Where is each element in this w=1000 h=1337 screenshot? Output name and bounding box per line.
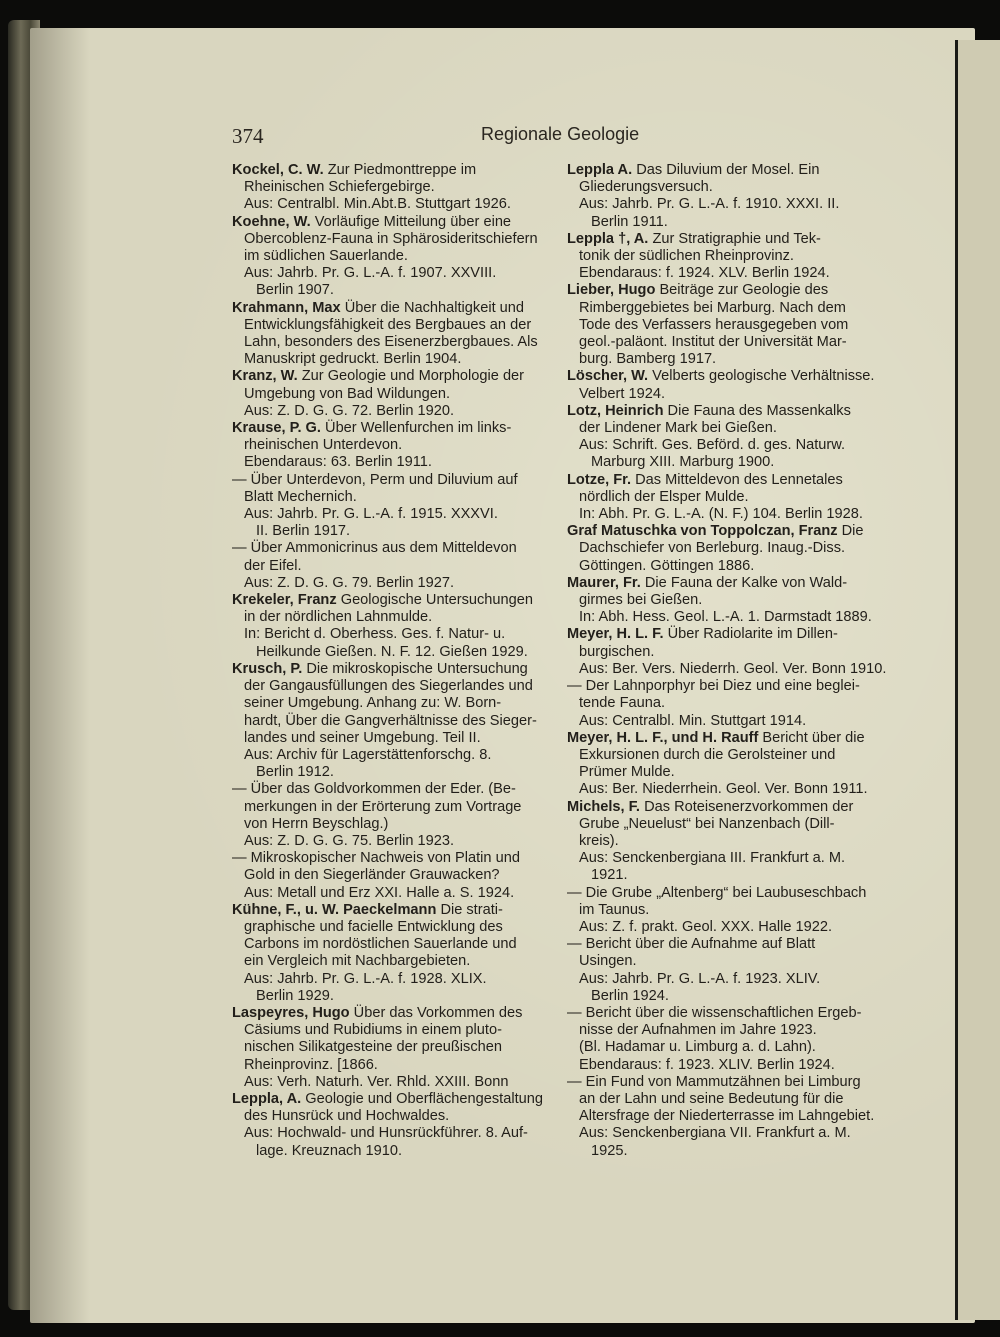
entry-text: Berlin 1929. (256, 987, 334, 1004)
entry-author: Krause, P. G. (232, 420, 321, 437)
entry-text: im Taunus. (579, 901, 650, 918)
entry-text: Aus: Z. D. G. G. 79. Berlin 1927. (244, 574, 455, 591)
entry-line (567, 781, 881, 798)
entry-text: — Die Grube „Altenberg“ bei Laubuseschbach (567, 884, 867, 901)
entry-text: Ebendaraus: f. 1924. XLV. Berlin 1924. (579, 265, 830, 282)
entry-line (567, 437, 881, 454)
entry-text: 1925. (591, 1142, 628, 1159)
entry-text: Aus: Verh. Naturh. Ver. Rhld. XXIII. Bonn (244, 1073, 509, 1090)
entry-line (232, 695, 544, 712)
entry-text: Entwicklungsfähigkeit des Bergbaues an der (244, 316, 532, 333)
entry-line (232, 231, 544, 248)
entry-text: Aus: Senckenbergiana III. Frankfurt a. M. (579, 850, 846, 867)
entry-line (567, 1039, 881, 1056)
entry-text: Das Roteisenerzvorkommen der (644, 798, 854, 815)
entry-author: Löscher, W. (567, 368, 649, 385)
running-head: Regionale Geologie (481, 124, 640, 144)
entry-line (232, 506, 544, 523)
bibliography-entry (567, 799, 881, 885)
entry-text: Aus: Jahrb. Pr. G. L.-A. f. 1907. XXVIII. (244, 265, 497, 282)
entry-line (232, 1022, 544, 1039)
entry-line (567, 489, 881, 506)
entry-line (232, 368, 544, 385)
entry-text: — Ein Fund von Mammutzähnen bei Limburg (567, 1073, 861, 1090)
entry-text: tende Fauna. (579, 695, 666, 712)
entry-text: In: Bericht d. Oberhess. Ges. f. Natur- u. (244, 626, 506, 643)
entry-text: Dachschiefer von Berleburg. Inaug.-Diss. (579, 540, 846, 557)
entry-text: Aus: Hochwald- und Hunsrückführer. 8. Auf- (244, 1125, 528, 1142)
entry-text: nischen Silikatgesteine der preußischen (244, 1039, 502, 1056)
entry-text: Berlin 1911. (591, 213, 668, 230)
entry-line (567, 248, 881, 265)
entry-line (567, 850, 881, 867)
entry-line (567, 472, 881, 489)
entry-line (232, 386, 544, 403)
entry-line (567, 265, 881, 282)
entry-line (232, 953, 544, 970)
entry-line (232, 644, 544, 661)
entry-text: Aus: Centralbl. Min. Stuttgart 1914. (579, 712, 807, 729)
entry-author: Krekeler, Franz (232, 592, 337, 609)
bibliography-entry (567, 472, 881, 524)
bibliography-entry (232, 1091, 544, 1160)
entry-text: merkungen in der Erörterung zum Vortrage (244, 798, 522, 815)
entry-line (567, 885, 881, 902)
entry-author: Lieber, Hugo (567, 282, 656, 299)
entry-line (232, 1074, 544, 1091)
entry-line (567, 867, 881, 884)
entry-line (232, 816, 544, 833)
entry-line (567, 540, 881, 557)
entry-line (232, 248, 544, 265)
entry-text: Geologie und Oberflächengestaltung (305, 1090, 543, 1107)
entry-line (567, 592, 881, 609)
entry-line (232, 1125, 544, 1142)
entry-line (232, 1091, 544, 1108)
entry-text: — Über Unterdevon, Perm und Diluvium auf (232, 471, 518, 488)
entry-text: Zur Piedmonttreppe im (327, 162, 477, 178)
bibliography-entry (232, 162, 544, 214)
bibliography-entry (567, 1074, 881, 1160)
bibliography-entry (567, 231, 881, 283)
entry-text: graphische und facielle Entwicklung des (244, 918, 503, 935)
entry-text: Das Diluvium der Mosel. Ein (636, 162, 820, 178)
entry-line (232, 833, 544, 850)
entry-text: Berlin 1924. (591, 987, 669, 1004)
entry-line (232, 214, 544, 231)
entry-text: burgischen. (579, 643, 655, 660)
entry-text: Geologische Untersuchungen (340, 592, 533, 609)
entry-line (567, 523, 881, 540)
entry-text: Aus: Ber. Niederrhein. Geol. Ver. Bonn 1911. (579, 781, 868, 798)
entry-text: Manuskript gedruckt. Berlin 1904. (244, 351, 462, 368)
entry-text: — Bericht über die Aufnahme auf Blatt (567, 936, 816, 953)
entry-line (232, 489, 544, 506)
entry-line (567, 833, 881, 850)
entry-line (567, 799, 881, 816)
entry-text: Velbert 1924. (579, 385, 666, 402)
entry-author: Kühne, F., u. W. Paeckelmann (232, 901, 437, 918)
entry-line (232, 936, 544, 953)
entry-line (567, 971, 881, 988)
entry-text: der Gangausfüllungen des Siegerlandes und (244, 678, 533, 695)
entry-text: an der Lahn und seine Bedeutung für die (579, 1090, 844, 1107)
entry-text: Obercoblenz-Fauna in Sphärosideritschiefern (244, 230, 538, 247)
entry-text: Rheinprovinz. [1866. (244, 1056, 378, 1073)
bibliography-entry (567, 885, 881, 937)
entry-line (232, 713, 544, 730)
bibliography-entry (567, 626, 887, 678)
entry-line (232, 1057, 544, 1074)
bibliography-entry (567, 936, 881, 1005)
entry-text: burg. Bamberg 1917. (579, 351, 717, 368)
bibliography-entry (567, 162, 881, 231)
entry-line (567, 1005, 881, 1022)
entry-line (232, 902, 544, 919)
entry-author: Meyer, H. L. F. (567, 626, 664, 643)
entry-text: kreis). (579, 832, 619, 849)
entry-text: Aus: Jahrb. Pr. G. L.-A. f. 1910. XXXI. II. (579, 196, 840, 213)
entry-line (567, 1143, 881, 1160)
entry-text: Über Wellenfurchen im links- (325, 420, 512, 437)
entry-text: der Eifel. (244, 557, 302, 574)
entry-author: Kockel, C. W. (232, 162, 324, 178)
entry-line (567, 1125, 881, 1142)
entry-text: Grube „Neuelust“ bei Nanzenbach (Dill- (579, 815, 835, 832)
entry-line (567, 644, 881, 661)
entry-line (232, 1005, 544, 1022)
entry-author: Leppla A. (567, 162, 633, 178)
entry-text: Die mikroskopische Untersuchung (306, 660, 528, 677)
entry-line (232, 678, 544, 695)
entry-text: Aus: Ber. Vers. Niederrh. Geol. Ver. Bonn 1910. (579, 660, 887, 677)
entry-line (567, 506, 881, 523)
entry-line (567, 695, 881, 712)
entry-text: girmes bei Gießen. (579, 592, 703, 609)
page-number: 374 (232, 124, 264, 148)
entry-line (232, 523, 544, 540)
entry-text: Ebendaraus: 63. Berlin 1911. (244, 454, 432, 471)
entry-text: — Der Lahnporphyr bei Diez und eine beglei- (567, 678, 860, 695)
entry-text: von Herrn Beyschlag.) (244, 815, 389, 832)
entry-author: Krusch, P. (232, 660, 303, 677)
entry-line (567, 713, 881, 730)
entry-text: Beiträge zur Geologie des (659, 282, 829, 299)
entry-text: Aus: Jahrb. Pr. G. L.-A. f. 1923. XLIV. (579, 970, 821, 987)
entry-text: — Mikroskopischer Nachweis von Platin und (232, 850, 520, 867)
entry-line (232, 730, 544, 747)
entry-author: Krahmann, Max (232, 299, 341, 316)
entry-text: Velberts geologische Verhältnisse. (652, 368, 875, 385)
entry-text: — Bericht über die wissenschaftlichen Ergeb- (567, 1004, 862, 1021)
entry-text: — Über das Goldvorkommen der Eder. (Be- (232, 781, 516, 798)
bibliography-entry (567, 678, 881, 730)
bibliography-entry (232, 661, 544, 781)
bibliography-entry (567, 282, 881, 368)
entry-text: Tode des Verfassers herausgegeben vom (579, 316, 849, 333)
entry-line (567, 214, 881, 231)
entry-author: Kranz, W. (232, 368, 298, 385)
entry-line (232, 317, 544, 334)
entry-text: Rimberggebietes bei Marburg. Nach dem (579, 299, 846, 316)
entry-text: im südlichen Sauerlande. (244, 248, 408, 265)
entry-line (232, 592, 544, 609)
entry-line (567, 454, 881, 471)
entry-line (232, 540, 544, 557)
bibliography-entry (232, 592, 544, 661)
entry-line (567, 420, 881, 437)
bibliography-entry (232, 902, 544, 1005)
entry-text: Aus: Archiv für Lagerstättenforschg. 8. (244, 746, 492, 763)
left-column (232, 162, 544, 1160)
entry-line (232, 454, 544, 471)
facing-page-edge (955, 40, 1000, 1320)
bibliography-entry (567, 368, 881, 402)
entry-line (567, 231, 881, 248)
entry-text: Gliederungsversuch. (579, 179, 713, 196)
bibliography-entry (567, 1005, 881, 1074)
entry-text: tonik der südlichen Rheinprovinz. (579, 248, 794, 265)
entry-text: hardt, Über die Gangverhältnisse des Sieger- (244, 712, 537, 729)
entry-line (567, 300, 881, 317)
entry-text: Aus: Jahrb. Pr. G. L.-A. f. 1928. XLIX. (244, 970, 487, 987)
bibliography-entry (232, 420, 544, 472)
entry-text: Göttingen. Göttingen 1886. (579, 557, 755, 574)
entry-line (567, 988, 881, 1005)
entry-text: Aus: Schrift. Ges. Beförd. d. ges. Naturw. (579, 437, 846, 454)
entry-text: Zur Geologie und Morphologie der (301, 368, 525, 385)
entry-text: Berlin 1912. (256, 764, 334, 781)
entry-line (232, 196, 544, 213)
entry-line (567, 1091, 881, 1108)
entry-text: rheinischen Unterdevon. (244, 437, 403, 454)
entry-line (567, 386, 881, 403)
entry-text: Marburg XIII. Marburg 1900. (591, 454, 775, 471)
entry-line (232, 351, 544, 368)
entry-line (567, 660, 887, 678)
entry-line (232, 747, 544, 764)
entry-author: Lotz, Heinrich (567, 402, 664, 419)
bibliography-entry (567, 575, 881, 627)
entry-text: Heilkunde Gießen. N. F. 12. Gießen 1929. (256, 643, 528, 660)
entry-line (232, 971, 544, 988)
entry-author: Meyer, H. L. F., und H. Rauff (567, 729, 759, 746)
entry-line (567, 368, 881, 385)
entry-text: Aus: Senckenbergiana VII. Frankfurt a. M. (579, 1125, 851, 1142)
entry-text: Exkursionen durch die Gerolsteiner und (579, 746, 836, 763)
bibliography-entry (232, 850, 544, 902)
entry-text: In: Abh. Hess. Geol. L.-A. 1. Darmstadt 1889. (579, 609, 872, 626)
entry-line (567, 953, 881, 970)
entry-text: lage. Kreuznach 1910. (256, 1142, 403, 1159)
entry-text: landes und seiner Umgebung. Teil II. (244, 729, 481, 746)
entry-text: Aus: Z. D. G. G. 72. Berlin 1920. (244, 402, 455, 419)
entry-text: seiner Umgebung. Anhang zu: W. Born- (244, 695, 502, 712)
right-column (567, 162, 887, 1160)
entry-text: II. Berlin 1917. (256, 523, 351, 540)
entry-line (232, 420, 544, 437)
entry-text: in der nördlichen Lahnmulde. (244, 609, 433, 626)
entry-line (567, 196, 881, 213)
bibliography-entry (232, 781, 544, 850)
entry-text: Altersfrage der Niederterrasse im Lahngebiet. (579, 1108, 875, 1125)
entry-line (567, 764, 881, 781)
entry-line (232, 575, 544, 592)
entry-author: Maurer, Fr. (567, 574, 641, 591)
bibliography-entry (232, 472, 544, 541)
entry-text: Das Mitteldevon des Lennetales (635, 471, 843, 488)
entry-text: Usingen. (579, 953, 637, 970)
bibliography-entry (232, 300, 544, 369)
entry-text: Ebendaraus: f. 1923. XLIV. Berlin 1924. (579, 1056, 835, 1073)
entry-text: Aus: Metall und Erz XXI. Halle a. S. 1924. (244, 884, 515, 901)
entry-text: Aus: Z. D. G. G. 75. Berlin 1923. (244, 832, 455, 849)
entry-line (567, 609, 881, 626)
entry-line (232, 781, 544, 798)
entry-line (567, 678, 881, 695)
bibliography-entry (232, 1005, 544, 1091)
entry-line (232, 919, 544, 936)
entry-line (567, 282, 881, 299)
entry-line (232, 300, 544, 317)
entry-text: In: Abh. Pr. G. L.-A. (N. F.) 104. Berlin 1928. (579, 506, 863, 523)
entry-text: geol.-paläont. Institut der Universität Mar- (579, 334, 847, 351)
entry-text: Rheinischen Schiefergebirge. (244, 179, 435, 196)
entry-text: Über Radiolarite im Dillen- (667, 626, 838, 643)
entry-author: Michels, F. (567, 798, 640, 815)
entry-line (567, 902, 881, 919)
entry-line (232, 661, 544, 678)
entry-text: Die Fauna des Massenkalks (667, 402, 851, 419)
entry-line (232, 179, 544, 196)
entry-author: Leppla, A. (232, 1090, 302, 1107)
entry-text: Aus: Jahrb. Pr. G. L.-A. f. 1915. XXXVI. (244, 506, 498, 523)
entry-text: (Bl. Hadamar u. Limburg a. d. Lahn). (579, 1039, 816, 1056)
entry-line (232, 472, 544, 489)
entry-text: Vorläufige Mitteilung über eine (314, 213, 512, 230)
entry-text: 1921. (591, 867, 628, 884)
entry-line (232, 558, 544, 575)
entry-text: Die (841, 523, 864, 540)
entry-line (567, 179, 881, 196)
entry-text: Aus: Centralbl. Min.Abt.B. Stuttgart 1926. (244, 196, 511, 213)
entry-line (232, 334, 544, 351)
entry-text: — Über Ammonicrinus aus dem Mitteldevon (232, 540, 517, 557)
bibliography-entry (232, 214, 544, 300)
entry-text: nisse der Aufnahmen im Jahre 1923. (579, 1022, 817, 1039)
entry-line (232, 885, 544, 902)
entry-author: Koehne, W. (232, 213, 311, 230)
entry-line (567, 351, 881, 368)
entry-text: Cäsiums und Rubidiums in einem pluto- (244, 1022, 502, 1039)
entry-line (232, 162, 544, 179)
bibliography-entry (567, 523, 881, 575)
entry-author: Leppla †, A. (567, 230, 649, 247)
entry-line (232, 1039, 544, 1056)
bibliography-entry (567, 403, 881, 472)
entry-author: Graf Matuschka von Toppolczan, Franz (567, 523, 838, 540)
entry-text: Carbons im nordöstlichen Sauerlande und (244, 936, 517, 953)
bibliography-entry (567, 730, 881, 799)
entry-line (567, 317, 881, 334)
entry-text: Zur Stratigraphie und Tek- (652, 230, 821, 247)
entry-text: ein Vergleich mit Nachbargebieten. (244, 953, 471, 970)
entry-text: nördlich der Elsper Mulde. (579, 488, 749, 505)
entry-text: Die strati- (440, 901, 503, 918)
entry-line (567, 730, 881, 747)
entry-line (232, 988, 544, 1005)
entry-text: Bericht über die (762, 729, 865, 746)
entry-line (567, 403, 881, 420)
entry-line (232, 799, 544, 816)
entry-line (232, 609, 544, 626)
entry-line (567, 1108, 881, 1125)
entry-line (567, 162, 881, 179)
entry-line (567, 334, 881, 351)
entry-line (567, 919, 881, 936)
entry-text: Die Fauna der Kalke von Wald- (644, 574, 848, 591)
entry-line (567, 747, 881, 764)
entry-text: Lahn, besonders des Eisenerzbergbaues. Als (244, 334, 538, 351)
entry-text: Umgebung von Bad Wildungen. (244, 385, 451, 402)
entry-line (232, 282, 544, 299)
entry-line (567, 558, 881, 575)
entry-line (232, 850, 544, 867)
entry-line (232, 626, 544, 643)
entry-author: Lotze, Fr. (567, 471, 632, 488)
entry-text: des Hunsrück und Hochwaldes. (244, 1108, 450, 1125)
entry-text: der Lindener Mark bei Gießen. (579, 420, 777, 437)
entry-text: Blatt Mechernich. (244, 488, 357, 505)
entry-line (567, 1022, 881, 1039)
entry-text: Gold in den Siegerländer Grauwacken? (244, 867, 500, 884)
entry-line (567, 1074, 881, 1091)
entry-author: Laspeyres, Hugo (232, 1004, 350, 1021)
entry-line (232, 1108, 544, 1125)
entry-text: Über die Nachhaltigkeit und (344, 299, 525, 316)
bibliography-entry (232, 368, 544, 420)
entry-text: Aus: Z. f. prakt. Geol. XXX. Halle 1922. (579, 918, 833, 935)
entry-line (232, 437, 544, 454)
entry-line (232, 403, 544, 420)
entry-line (232, 265, 544, 282)
entry-line (567, 575, 881, 592)
entry-line (567, 816, 881, 833)
entry-line (232, 764, 544, 781)
bibliography-entry (232, 540, 544, 592)
entry-text: Prümer Mulde. (579, 764, 675, 781)
entry-line (567, 936, 881, 953)
entry-line (232, 1143, 544, 1160)
entry-text: Berlin 1907. (256, 282, 334, 299)
entry-text: Über das Vorkommen des (353, 1004, 523, 1021)
entry-line (567, 626, 881, 643)
entry-line (567, 1057, 881, 1074)
entry-line (232, 867, 544, 884)
